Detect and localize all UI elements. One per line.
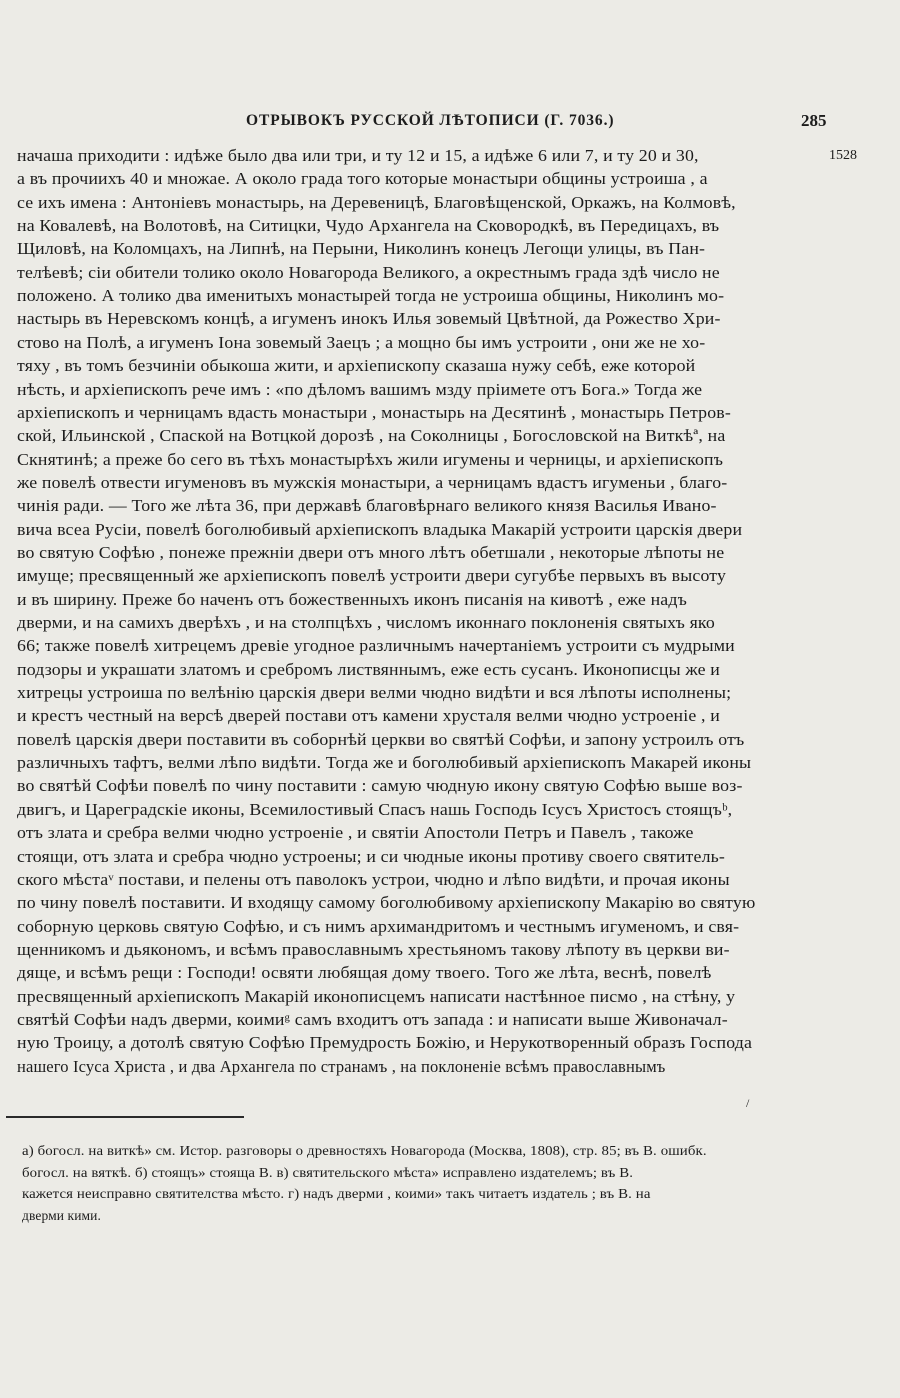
text-line: различныхъ тафтъ, велми лѣпо видѣти. Тогда же и боголюбивый архіепископъ Макарей иконы xyxy=(17,753,752,773)
text-line: тяху , въ томъ безчинiи обыкоша жити, и архіепископу сказаша нужу себѣ, еже которой xyxy=(17,356,696,376)
text-line: нѣсть, и архіепископъ рече имъ : «по дѣломъ вашимъ мзду пріимете отъ Бога.» Тогда же xyxy=(17,379,703,399)
text-line: чинія ради. — Того же лѣта 36, при державѣ благовѣрнаго великого князя Василья Ивано- xyxy=(17,496,717,516)
margin-mark: / xyxy=(746,1096,750,1110)
text-line: на Ковалевѣ, на Волотовѣ, на Ситицки, Чудо Архангела на Сковородкѣ, въ Передицахъ, въ xyxy=(17,216,720,236)
text-line: щенникомъ и дьякономъ, и всѣмъ православнымъ хрестьяномъ такову лѣпоту въ церкви ви- xyxy=(17,939,730,959)
text-line: 66; также повелѣ хитрецемъ древіе угодное различнымъ начертаніемъ устроити съ мудрыми xyxy=(17,636,735,656)
text-line: положено. А толико два именитыхъ монастырей тогда не устроиша общины, Николинъ мо- xyxy=(17,286,725,306)
text-line: Скнятинѣ; а преже бо сего въ тѣхъ монастырѣхъ жили игумены и черницы, и архіепископъ xyxy=(17,449,724,469)
text-line: стово на Полѣ, а игуменъ Іона зовемый Заецъ ; а мощно бы имъ устроити , они же не хо- xyxy=(17,332,706,352)
text-line: повелѣ царскія двери поставити въ соборнѣй церкви во святѣй Софѣи, и запону устроилъ отъ xyxy=(17,729,745,749)
text-line: се ихъ имена : Антоніевъ монастырь, на Деревеницѣ, Благовѣщенской, Оркажъ, на Колмовѣ, xyxy=(17,192,736,212)
footnote-line: кажется неисправно святителства мѣсто. г) надъ дверми , коими» такъ читаетъ издатель ; въ В. на xyxy=(22,1186,651,1201)
text-line: ской, Ильинской , Спаской на Вотцкой дорозѣ , на Соколницы , Богословской на Виткѣª, на xyxy=(17,426,726,446)
footnote-line: а) богосл. на виткѣ» см. Истор. разговоры о древностяхъ Новагорода (Москва, 1808), стр. 85; въ В. ошибк. xyxy=(22,1143,707,1158)
footnote-line: дверми кими. xyxy=(22,1207,101,1223)
text-line: имуще; пресвященный же архіепископъ повелѣ устроити двери сугубѣе первыхъ въ высоту xyxy=(17,566,727,586)
text-line: святѣй Софѣи надъ дверми, коимиᵍ самъ входитъ отъ запада : и написати выше Живоначал- xyxy=(17,1009,728,1029)
text-line: и въ ширину. Преже бо наченъ отъ божественныхъ иконъ писанія на кивотѣ , еже надъ xyxy=(17,589,687,609)
text-line: настырь въ Неревскомъ концѣ, а игуменъ инокъ Илья зовемый Цвѣтной, да Рожество Хри- xyxy=(17,309,721,329)
text-line: подзоры и украшати златомъ и сребромъ листвяннымъ, еже есть сусанъ. Иконописцы же и xyxy=(17,659,720,679)
page-header xyxy=(0,112,900,132)
text-line: ную Троицу, а дотолѣ святую Софѣю Премудрость Божію, и Нерукотворенный образъ Господа xyxy=(17,1033,753,1053)
text-line: дверми, и на самихъ дверѣхъ , и на столпцѣхъ , числомъ иконнаго поклоненія святыхъ яко xyxy=(17,613,715,632)
text-line: же повелѣ отвести игуменовъ въ мужскія монастыри, а черницамъ вдастъ игуменьи , благо- xyxy=(17,472,728,492)
footnote-rule xyxy=(6,1116,244,1118)
text-line: отъ злата и сребра велми чюдно устроеніе , и святіи Апостоли Петръ и Павелъ , такоже xyxy=(17,823,694,843)
text-line: во святую Софѣю , понеже прежніи двери отъ много лѣтъ обетшали , некоторые лѣпоты не xyxy=(17,542,725,562)
footnote-line: богосл. на вяткѣ. б) стоящъ» стояща В. в) святительского мѣста» исправлено издателемъ; въ В. xyxy=(22,1164,634,1180)
running-title: ОТРЫВОКЪ РУССКОЙ ЛѢТОПИСИ (Г. 7036.) xyxy=(246,112,615,129)
text-line: во святѣй Софѣи повелѣ по чину поставити : самую чюдную икону святую Софѣю выше воз- xyxy=(17,776,743,796)
text-line: телѣевѣ; сіи обители толико около Новагорода Великого, а окрестнымъ града здѣ число не xyxy=(17,262,720,282)
text-line: начаша приходити : идѣже было два или три, и ту 12 и 15, а идѣже 6 или 7, и ту 20 и 30, xyxy=(17,146,699,165)
text-line: архіепископъ и черницамъ вдасть монастыри , монастырь на Десятинѣ , монастырь Петров- xyxy=(17,402,731,422)
text-line: по чину повелѣ поставити. И входящу самому боголюбивому архіепископу Макарію во святую xyxy=(17,893,756,913)
text-line: дяще, и всѣмъ рещи : Господи! освяти любящая дому твоего. Того же лѣта, веснѣ, повелѣ xyxy=(17,963,712,983)
text-line: стоящи, отъ злата и сребра чюдно устроены; и си чюдные иконы противу своего святитель- xyxy=(17,846,726,866)
text-line: пресвященный архіепископъ Макарій иконописцемъ написати настѣнное писмо , на стѣну, у xyxy=(17,986,736,1006)
text-line: ского мѣстаᵛ постави, и пелены отъ паволокъ устрои, чюдно и лѣпо видѣти, и прочая иконы xyxy=(17,869,730,889)
text-line: хитрецы устроиша по велѣнію царскія двери велми чюдно видѣти и вся лѣпоты исполнены; xyxy=(17,683,732,703)
margin-year: 1528 xyxy=(829,148,857,163)
text-line: вича всеа Русіи, повелѣ боголюбивый архіепископъ владыка Макарій устроити царскія двери xyxy=(17,519,743,539)
text-line: нашего Ісуса Христа , и два Архангела по странамъ , на поклоненіе всѣмъ православнымъ xyxy=(17,1056,666,1076)
text-line: а въ прочиихъ 40 и множае. А около града того которые монастыри общины устроиша , а xyxy=(17,169,708,189)
text-line: двигъ, и Цареградскіе иконы, Всемилостивый Спасъ нашь Господь Ісусъ Христосъ стоящъᵇ, xyxy=(17,799,733,819)
text-line: соборную церковь святую Софѣю, и съ нимъ архимандритомъ и честнымъ игуменомъ, и свя- xyxy=(17,916,740,936)
text-line: и крестъ честный на версѣ дверей постави отъ камени хрусталя велми чюдно устроеніе , и xyxy=(17,706,720,726)
text-line: Щиловѣ, на Коломцахъ, на Липнѣ, на Перыни, Николинъ конецъ Легощи улицы, въ Пан- xyxy=(17,239,706,259)
page-number: 285 xyxy=(801,111,827,130)
